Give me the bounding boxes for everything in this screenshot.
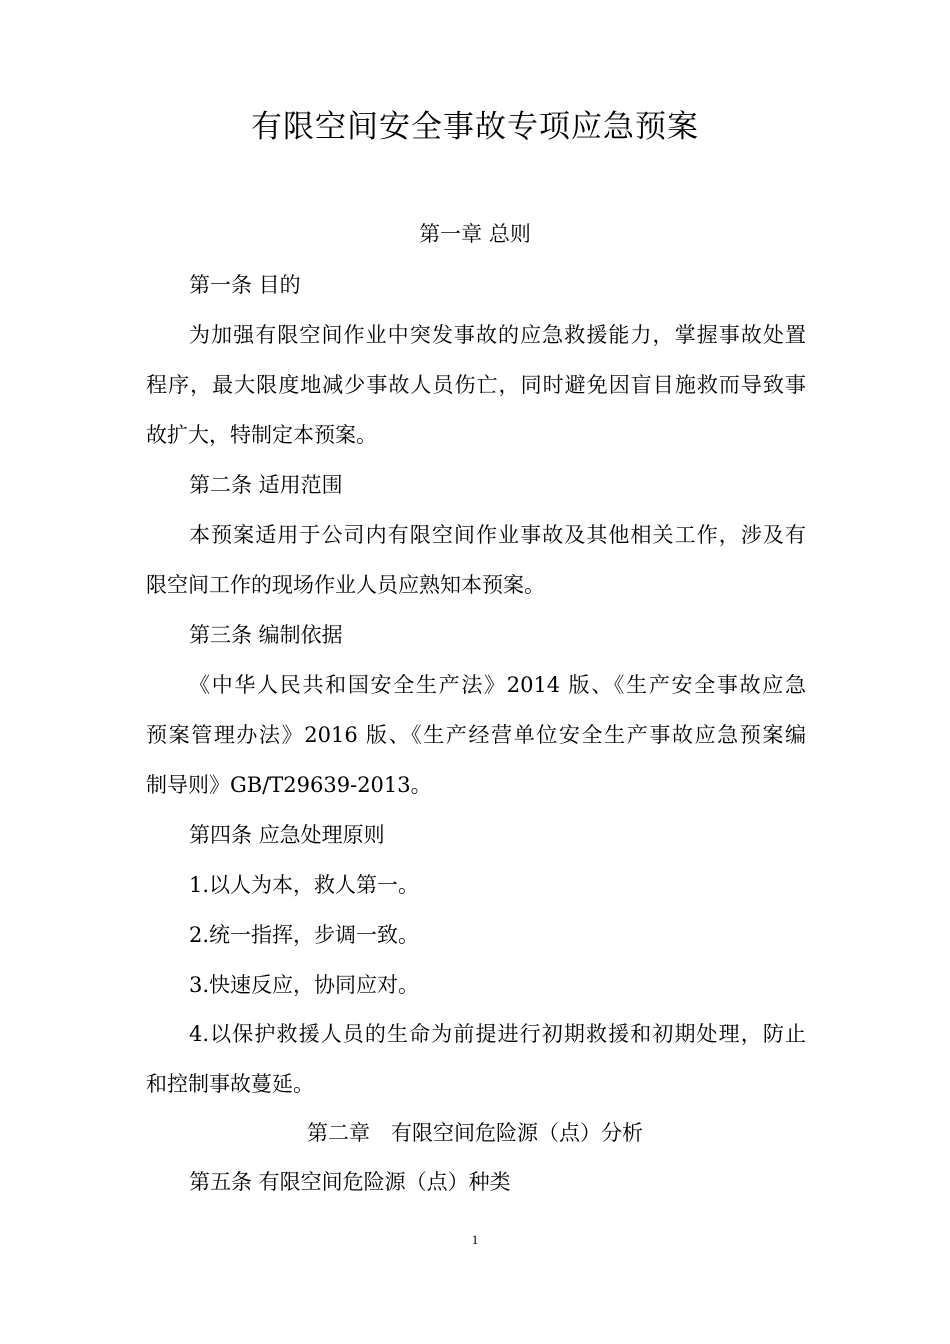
article-2-paragraph-line: 本预案适用于公司内有限空间作业事故及其他相关工作，涉及有 — [189, 523, 806, 547]
principle-item: 4.以保护救援人员的生命为前提进行初期救援和初期处理，防止 — [189, 1022, 806, 1046]
article-1-paragraph-line: 故扩大，特制定本预案。 — [146, 423, 377, 447]
article-1-paragraph-line: 为加强有限空间作业中突发事故的应急救援能力，掌握事故处置 — [189, 323, 806, 347]
principle-item: 2.统一指挥，步调一致。 — [189, 923, 420, 947]
principle-item: 1.以人为本，救人第一。 — [189, 873, 420, 897]
principle-item-continuation: 和控制事故蔓延。 — [146, 1072, 314, 1096]
principle-item: 3.快速反应，协同应对。 — [189, 973, 420, 997]
article-4-heading: 第四条 应急处理原则 — [189, 823, 385, 847]
article-2-heading: 第二条 适用范围 — [189, 473, 343, 497]
article-3-paragraph-line: 制导则》GB/T29639-2013。 — [146, 773, 432, 797]
chapter-2-heading: 第二章 有限空间危险源（点）分析 — [307, 1121, 643, 1145]
article-1-paragraph-line: 程序，最大限度地减少事故人员伤亡，同时避免因盲目施救而导致事 — [146, 373, 806, 397]
page-number: 1 — [471, 1232, 479, 1247]
article-3-paragraph-line: 预案管理办法》2016 版、《生产经营单位安全生产事故应急预案编 — [146, 723, 806, 747]
article-3-heading: 第三条 编制依据 — [189, 623, 343, 647]
article-1-heading: 第一条 目的 — [189, 273, 301, 297]
article-5-heading: 第五条 有限空间危险源（点）种类 — [189, 1170, 511, 1194]
chapter-1-heading: 第一章 总则 — [419, 222, 531, 246]
document-title: 有限空间安全事故专项应急预案 — [251, 109, 699, 145]
article-3-paragraph-line: 《中华人民共和国安全生产法》2014 版、《生产安全事故应急 — [189, 673, 806, 697]
article-2-paragraph-line: 限空间工作的现场作业人员应熟知本预案。 — [146, 573, 545, 597]
